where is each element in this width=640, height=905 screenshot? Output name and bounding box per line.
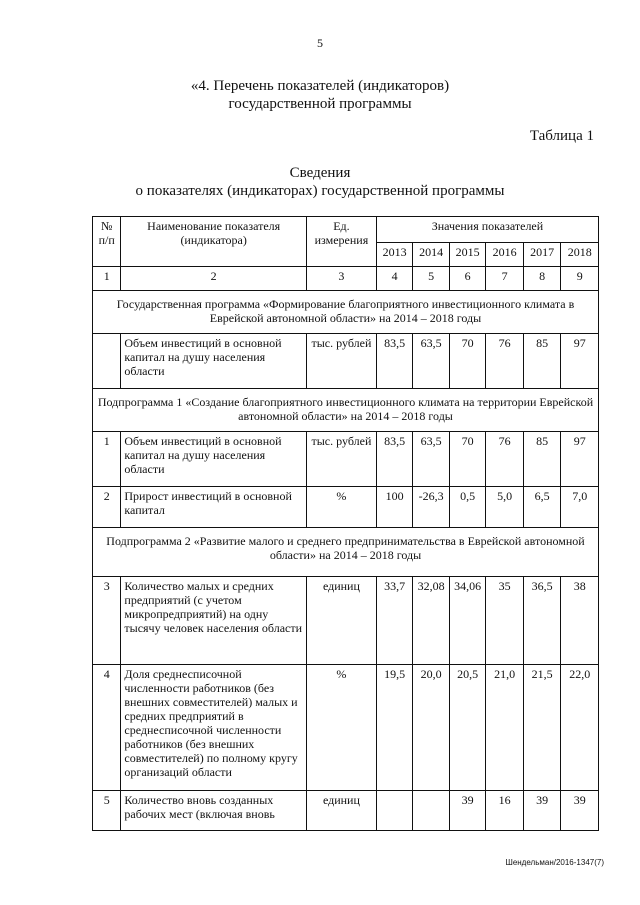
column-number: 7 — [486, 267, 524, 291]
section-title: Подпрограмма 1 «Создание благоприятного инвестиционного климата на территории Еврейской автономной области» на 2014 – 2018 годы — [93, 389, 599, 432]
value-cell: 21,0 — [486, 665, 524, 791]
row-num: 4 — [93, 665, 121, 791]
value-cell: 22,0 — [561, 665, 599, 791]
value-cell: 85 — [523, 334, 561, 389]
table-row — [93, 334, 599, 389]
header-name: Наименование показателя (индикатора) — [121, 217, 307, 267]
column-number: 6 — [449, 267, 486, 291]
table-row — [93, 665, 599, 791]
value-cell: 7,0 — [561, 487, 599, 528]
header-unit: Ед. измерения — [306, 217, 376, 267]
section-row — [93, 528, 599, 577]
document-footer-code: Шендельман/2016-1347(7) — [505, 858, 604, 867]
value-cell: 97 — [561, 334, 599, 389]
value-cell: 16 — [486, 791, 524, 831]
table-row — [93, 487, 599, 528]
value-cell — [413, 791, 450, 831]
header-year: 2016 — [486, 243, 524, 267]
value-cell: 70 — [449, 334, 486, 389]
value-cell: 38 — [561, 577, 599, 665]
value-cell: 97 — [561, 432, 599, 487]
value-cell: 100 — [376, 487, 413, 528]
value-cell: 5,0 — [486, 487, 524, 528]
value-cell: 36,5 — [523, 577, 561, 665]
header-year: 2013 — [376, 243, 413, 267]
unit: тыс. рублей — [306, 334, 376, 389]
unit: % — [306, 487, 376, 528]
section-row — [93, 291, 599, 334]
indicator-name: Доля среднесписочной численности работников (без внешних совместителей) малых и средних предприятий в среднесписочной численности работников (без внешних совместителей) по полному кругу организаций области — [121, 665, 307, 791]
unit: единиц — [306, 791, 376, 831]
unit: единиц — [306, 577, 376, 665]
section-title: Подпрограмма 2 «Развитие малого и среднего предпринимательства в Еврейской автономной области» на 2014 – 2018 годы — [93, 528, 599, 577]
indicators-table — [92, 216, 599, 831]
column-number: 3 — [306, 267, 376, 291]
value-cell: 19,5 — [376, 665, 413, 791]
unit: тыс. рублей — [306, 432, 376, 487]
column-number-row — [93, 267, 599, 291]
header-year: 2015 — [449, 243, 486, 267]
value-cell: 63,5 — [413, 432, 450, 487]
page-number: 5 — [317, 36, 323, 50]
value-cell: 21,5 — [523, 665, 561, 791]
table-label: Таблица 1 — [529, 128, 594, 144]
header-year: 2017 — [523, 243, 561, 267]
section-row — [93, 389, 599, 432]
table-caption-line2: о показателях (индикаторах) государственной программы — [135, 183, 505, 199]
section-title: Государственная программа «Формирование благоприятного инвестиционного климата в Еврейской автономной области» на 2014 – 2018 годы — [93, 291, 599, 334]
value-cell: 39 — [523, 791, 561, 831]
indicator-name: Объем инвестиций в основной капитал на душу населения области — [121, 432, 307, 487]
row-num: 1 — [93, 432, 121, 487]
value-cell: 39 — [561, 791, 599, 831]
row-num: 3 — [93, 577, 121, 665]
section-heading-line2: государственной программы — [228, 96, 412, 112]
row-num: 5 — [93, 791, 121, 831]
column-number: 2 — [121, 267, 307, 291]
column-number: 1 — [93, 267, 121, 291]
row-num: 2 — [93, 487, 121, 528]
value-cell: 33,7 — [376, 577, 413, 665]
value-cell: 63,5 — [413, 334, 450, 389]
indicator-name: Объем инвестиций в основной капитал на душу населения области — [121, 334, 307, 389]
header-values: Значения показателей — [376, 217, 598, 243]
column-number: 9 — [561, 267, 599, 291]
column-number: 4 — [376, 267, 413, 291]
table-row — [93, 577, 599, 665]
value-cell: -26,3 — [413, 487, 450, 528]
value-cell: 0,5 — [449, 487, 486, 528]
unit: % — [306, 665, 376, 791]
value-cell — [376, 791, 413, 831]
value-cell: 34,06 — [449, 577, 486, 665]
value-cell: 39 — [449, 791, 486, 831]
value-cell: 85 — [523, 432, 561, 487]
value-cell: 35 — [486, 577, 524, 665]
indicator-name: Количество вновь созданных рабочих мест (включая вновь — [121, 791, 307, 831]
value-cell: 76 — [486, 334, 524, 389]
value-cell: 20,0 — [413, 665, 450, 791]
header-year: 2014 — [413, 243, 450, 267]
value-cell: 6,5 — [523, 487, 561, 528]
table-row — [93, 791, 599, 831]
indicator-name: Количество малых и средних предприятий (с учетом микропредприятий) на одну тысячу человек населения области — [121, 577, 307, 665]
indicator-name: Прирост инвестиций в основной капитал — [121, 487, 307, 528]
value-cell: 70 — [449, 432, 486, 487]
column-number: 8 — [523, 267, 561, 291]
row-num — [93, 334, 121, 389]
header-num: № п/п — [93, 217, 121, 267]
table-caption-line1: Сведения — [289, 165, 351, 181]
value-cell: 76 — [486, 432, 524, 487]
header-year: 2018 — [561, 243, 599, 267]
value-cell: 32,08 — [413, 577, 450, 665]
table-row — [93, 432, 599, 487]
value-cell: 83,5 — [376, 334, 413, 389]
column-number: 5 — [413, 267, 450, 291]
value-cell: 83,5 — [376, 432, 413, 487]
value-cell: 20,5 — [449, 665, 486, 791]
section-heading-line1: «4. Перечень показателей (индикаторов) — [190, 78, 450, 94]
